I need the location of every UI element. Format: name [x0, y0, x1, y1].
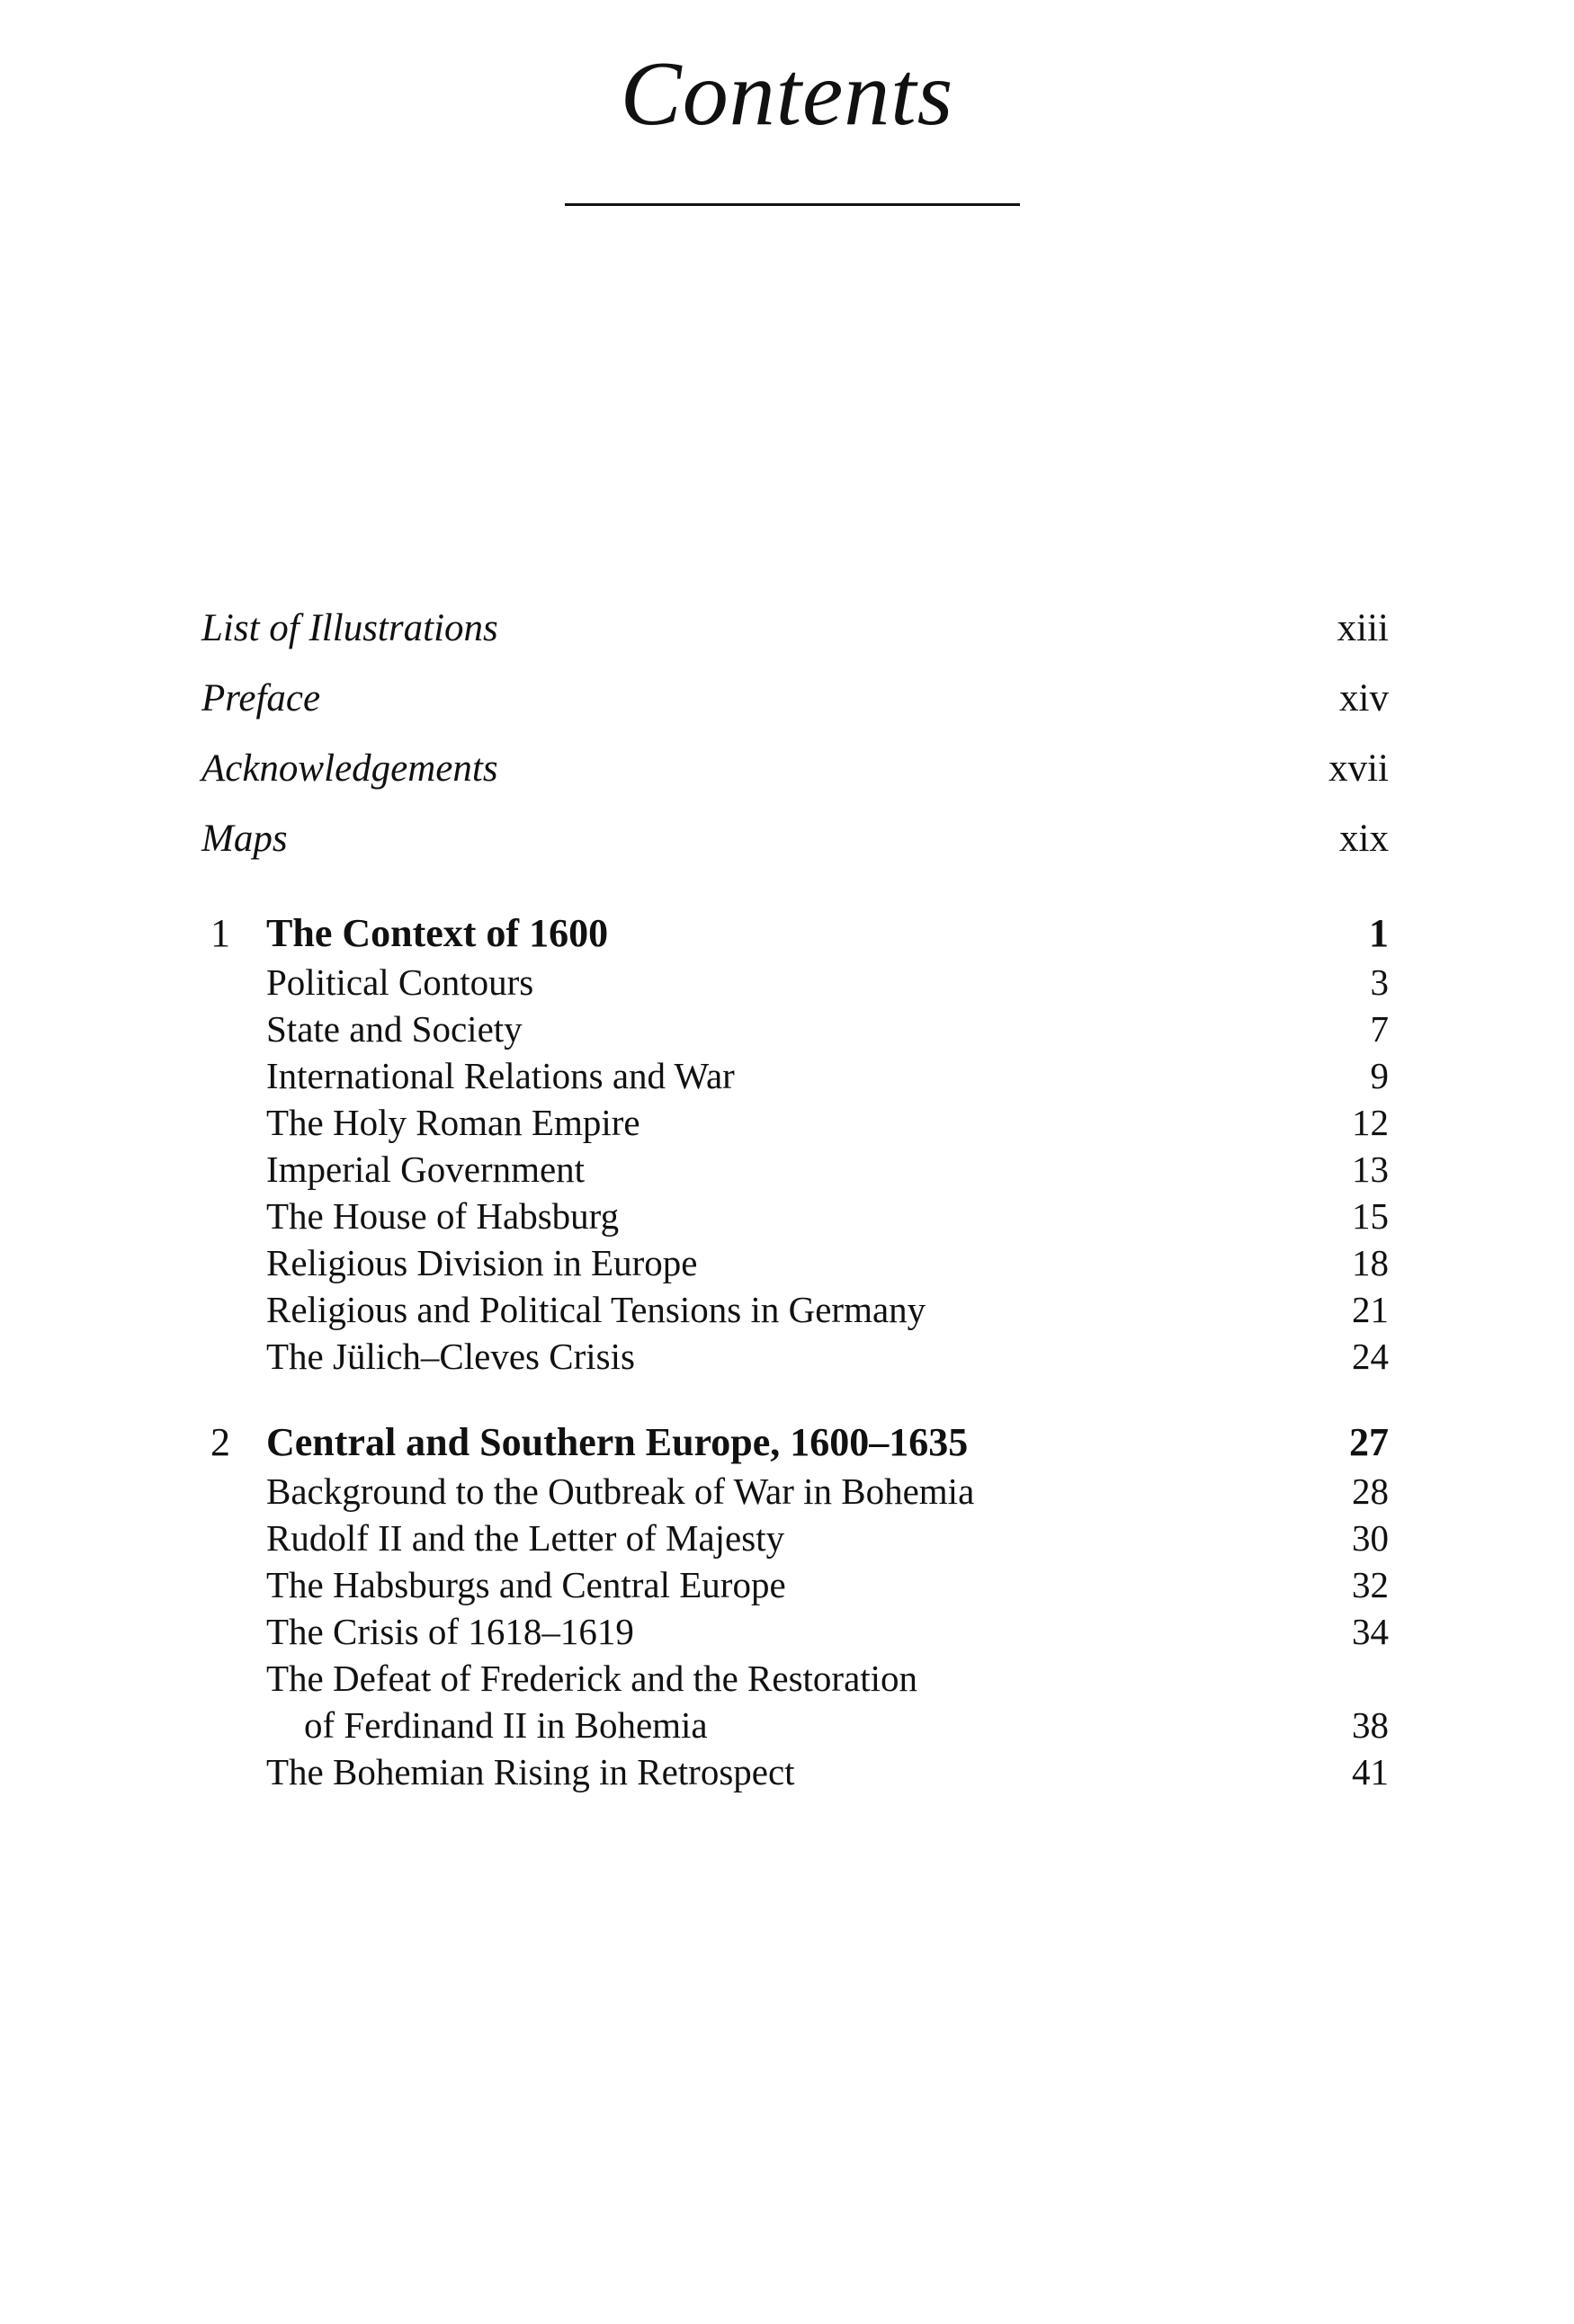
section-label: Religious and Political Tensions in Germany	[266, 1289, 926, 1330]
section-entry[interactable]	[201, 1515, 1389, 1561]
section-page: 38	[1352, 1704, 1389, 1746]
section-label: The Defeat of Frederick and the Restoration	[266, 1658, 918, 1699]
front-matter-entry[interactable]	[201, 664, 1389, 734]
entry-page: xiv	[1339, 677, 1389, 720]
section-page: 21	[1352, 1289, 1389, 1330]
section-label: Background to the Outbreak of War in Bohemia	[266, 1470, 975, 1512]
front-matter-entry[interactable]	[201, 594, 1389, 664]
section-page: 12	[1352, 1102, 1389, 1143]
section-page: 18	[1352, 1242, 1389, 1283]
section-page: 34	[1352, 1611, 1389, 1652]
section-page: 41	[1352, 1751, 1389, 1792]
section-entry[interactable]	[201, 1608, 1389, 1655]
entry-label: Preface	[201, 677, 321, 720]
chapter-2	[201, 1417, 1389, 1795]
section-page: 28	[1352, 1470, 1389, 1512]
chapter-number: 1	[210, 911, 230, 955]
table-of-contents	[201, 594, 1389, 1795]
section-label: The Bohemian Rising in Retrospect	[266, 1751, 795, 1792]
entry-label: Maps	[201, 818, 288, 860]
entry-label: Acknowledgements	[201, 747, 498, 790]
entry-page: xvii	[1328, 747, 1389, 790]
section-entry-first-line[interactable]	[201, 1655, 1389, 1702]
section-label: The House of Habsburg	[266, 1195, 620, 1237]
section-entry-continuation[interactable]	[201, 1702, 1389, 1748]
section-label: Rudolf II and the Letter of Majesty	[266, 1517, 785, 1559]
section-label: State and Society	[266, 1008, 523, 1050]
section-label: International Relations and War	[266, 1055, 735, 1096]
chapter-heading[interactable]	[201, 1417, 1389, 1468]
section-page: 9	[1370, 1055, 1389, 1096]
section-label-continuation: of Ferdinand II in Bohemia	[304, 1704, 708, 1746]
section-label: The Crisis of 1618–1619	[266, 1611, 634, 1652]
section-label: Political Contours	[266, 961, 534, 1003]
section-page: 13	[1352, 1149, 1389, 1190]
section-entry[interactable]	[201, 1146, 1389, 1193]
section-entry[interactable]	[201, 959, 1389, 1006]
chapter-title: Central and Southern Europe, 1600–1635	[266, 1420, 969, 1464]
chapter-1	[201, 908, 1389, 1380]
front-matter-entry[interactable]	[201, 804, 1389, 874]
chapter-page: 1	[1369, 911, 1389, 955]
section-entry[interactable]	[201, 1468, 1389, 1515]
entry-page: xix	[1339, 818, 1389, 860]
section-entry[interactable]	[201, 1286, 1389, 1333]
section-page: 24	[1352, 1336, 1389, 1377]
section-entry[interactable]	[201, 1006, 1389, 1052]
chapter-heading[interactable]	[201, 908, 1389, 959]
entry-page: xiii	[1337, 607, 1389, 649]
section-entry[interactable]	[201, 1052, 1389, 1099]
section-entry[interactable]	[201, 1333, 1389, 1380]
section-entry[interactable]	[201, 1099, 1389, 1146]
chapter-number: 2	[210, 1420, 230, 1464]
title-rule	[565, 203, 1020, 206]
section-label: The Jülich–Cleves Crisis	[266, 1336, 635, 1377]
section-page: 15	[1352, 1195, 1389, 1237]
section-page: 32	[1352, 1564, 1389, 1605]
section-page: 7	[1370, 1008, 1389, 1050]
front-matter-entry[interactable]	[201, 734, 1389, 804]
chapter-page: 27	[1349, 1420, 1389, 1464]
entry-label: List of Illustrations	[201, 607, 498, 649]
section-page: 3	[1370, 961, 1389, 1003]
section-label: Religious Division in Europe	[266, 1242, 698, 1283]
section-page: 30	[1352, 1517, 1389, 1559]
chapter-title: The Context of 1600	[266, 911, 609, 955]
section-label: The Holy Roman Empire	[266, 1102, 640, 1143]
section-entry[interactable]	[201, 1193, 1389, 1239]
section-entry[interactable]	[201, 1561, 1389, 1608]
section-label: Imperial Government	[266, 1149, 586, 1190]
section-entry[interactable]	[201, 1239, 1389, 1286]
section-label: The Habsburgs and Central Europe	[266, 1564, 786, 1605]
page-title: Contents	[620, 43, 954, 145]
section-entry[interactable]	[201, 1748, 1389, 1795]
